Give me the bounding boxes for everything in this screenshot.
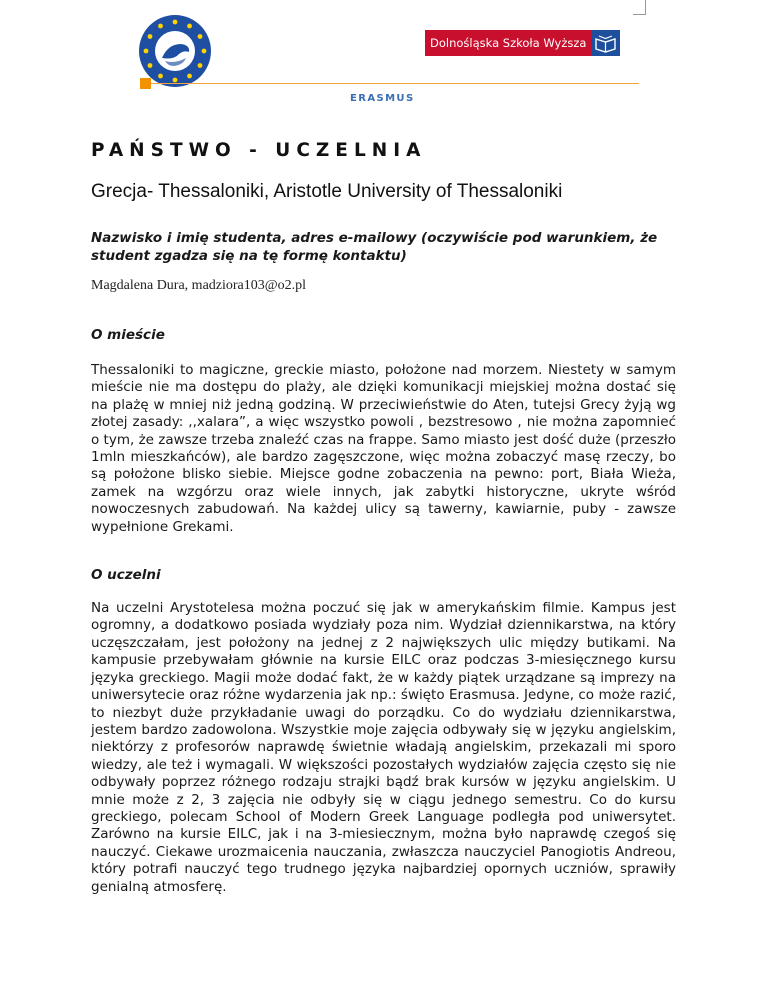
header-divider: [151, 83, 639, 84]
document-content: [91, 140, 676, 896]
erasmus-label: ERASMUS: [350, 93, 415, 104]
page-subtitle: Grecja- Thessaloniki, Aristotle University of Thessaloniki: [91, 181, 563, 202]
city-text: Thessaloniki to magiczne, greckie miasto, położone nad morzem. Niestety w samym mieście nie ma dostępu do plaży, ale dzięki komunikacji miejskiej można dostać się na plażę w mniej niż jedną godziną. W przeciwieństwie do Aten, tutejsi Grecy żyją wg złotej zasady: ,,xalara”, a więc wszystko powoli , bezstresowo , nie można zapomnieć o tym, że zawsze trzeba znaleźć czas na frappe. Samo miasto jest dość duże (przeszło 1mln mieszkańców), ale bardzo zagęszczone, więc można zobaczyć masę rzeczy, bo są położone blisko siebie. Miejsce godne zobaczenia na pewno: port, Biała Wieża, zamek na wzgórzu oraz wiele innych, jak zabytki historyczne, ukryte wśród nowoczesnych zabudowań. Na każdej ulicy są tawerny, kawiarnie, puby - zawsze wypełnione Grekami.: [91, 362, 676, 535]
university-text: Na uczelni Arystotelesa można poczuć się jak w amerykańskim filmie. Kampus jest ogromny, a dodatkowo posiada wydziały poza nim. Wydział dziennikarstwa, na który uczęszczałam, jest położony na jednej z 2 największych ulic między butikami. Na kampusie przebywałam głównie na kursie EILC oraz podczas 3-miesięcznego kursu języka greckiego. Magii może dodać fakt, że w każdy piątek urządzane są imprezy na uniwersytecie oraz różne wydarzenia jak np.: święto Erasmusa. Jedyne, co może razić, to niezbyt duże przykładanie uwagi do porządku. Co do wydziału dziennikarstwa, jestem bardzo zadowolona. Wszystkie moje zajęcia odbywały się w języku angielskim, niektórzy z profesorów naprawdę świetnie władają angielskim, przekazali mi sporo wiedzy, ale też i wymagali. W większości pozostałych wydziałów zajęcia często się nie odbywały poprzez różnego rodzaju strajki bądź brak kursów w języku angielskim. U mnie może z 2, 3 zajęcia nie odbyły się w ciągu jednego semestru. Co do kursu greckiego, polecam School of Modern Greek Language podległa pod uniwersytet. Zarówno na kursie EILC, jak i na 3-miesiecznym, można było naprawdę czegoś się nauczyć. Ciekawe urozmaicenia nauczania, zwłaszcza nauczyciel Panogiotis Andreou, który potrafi nauczyć tego trudnego języka najbardziej opornych uczniów, sprawiły genialną atmosferę.: [91, 600, 676, 895]
city-heading: O mieście: [91, 327, 165, 343]
book-icon: [591, 30, 620, 56]
brand-logo: [425, 30, 620, 56]
university-heading: O uczelni: [91, 567, 161, 584]
page-corner-mark: [633, 0, 646, 15]
page-title: PAŃSTWO - UCZELNIA: [91, 140, 427, 161]
orange-marker: [140, 78, 151, 89]
student-info: Magdalena Dura, madziora103@o2.pl: [91, 278, 307, 293]
student-heading: Nazwisko i imię studenta, adres e-mailowy (oczywiście pod warunkiem, że student zgadza się na tę formę kontaktu): [91, 230, 658, 264]
university-logo-icon: [138, 14, 212, 88]
brand-name: Dolnośląska Szkoła Wyższa: [425, 30, 591, 56]
